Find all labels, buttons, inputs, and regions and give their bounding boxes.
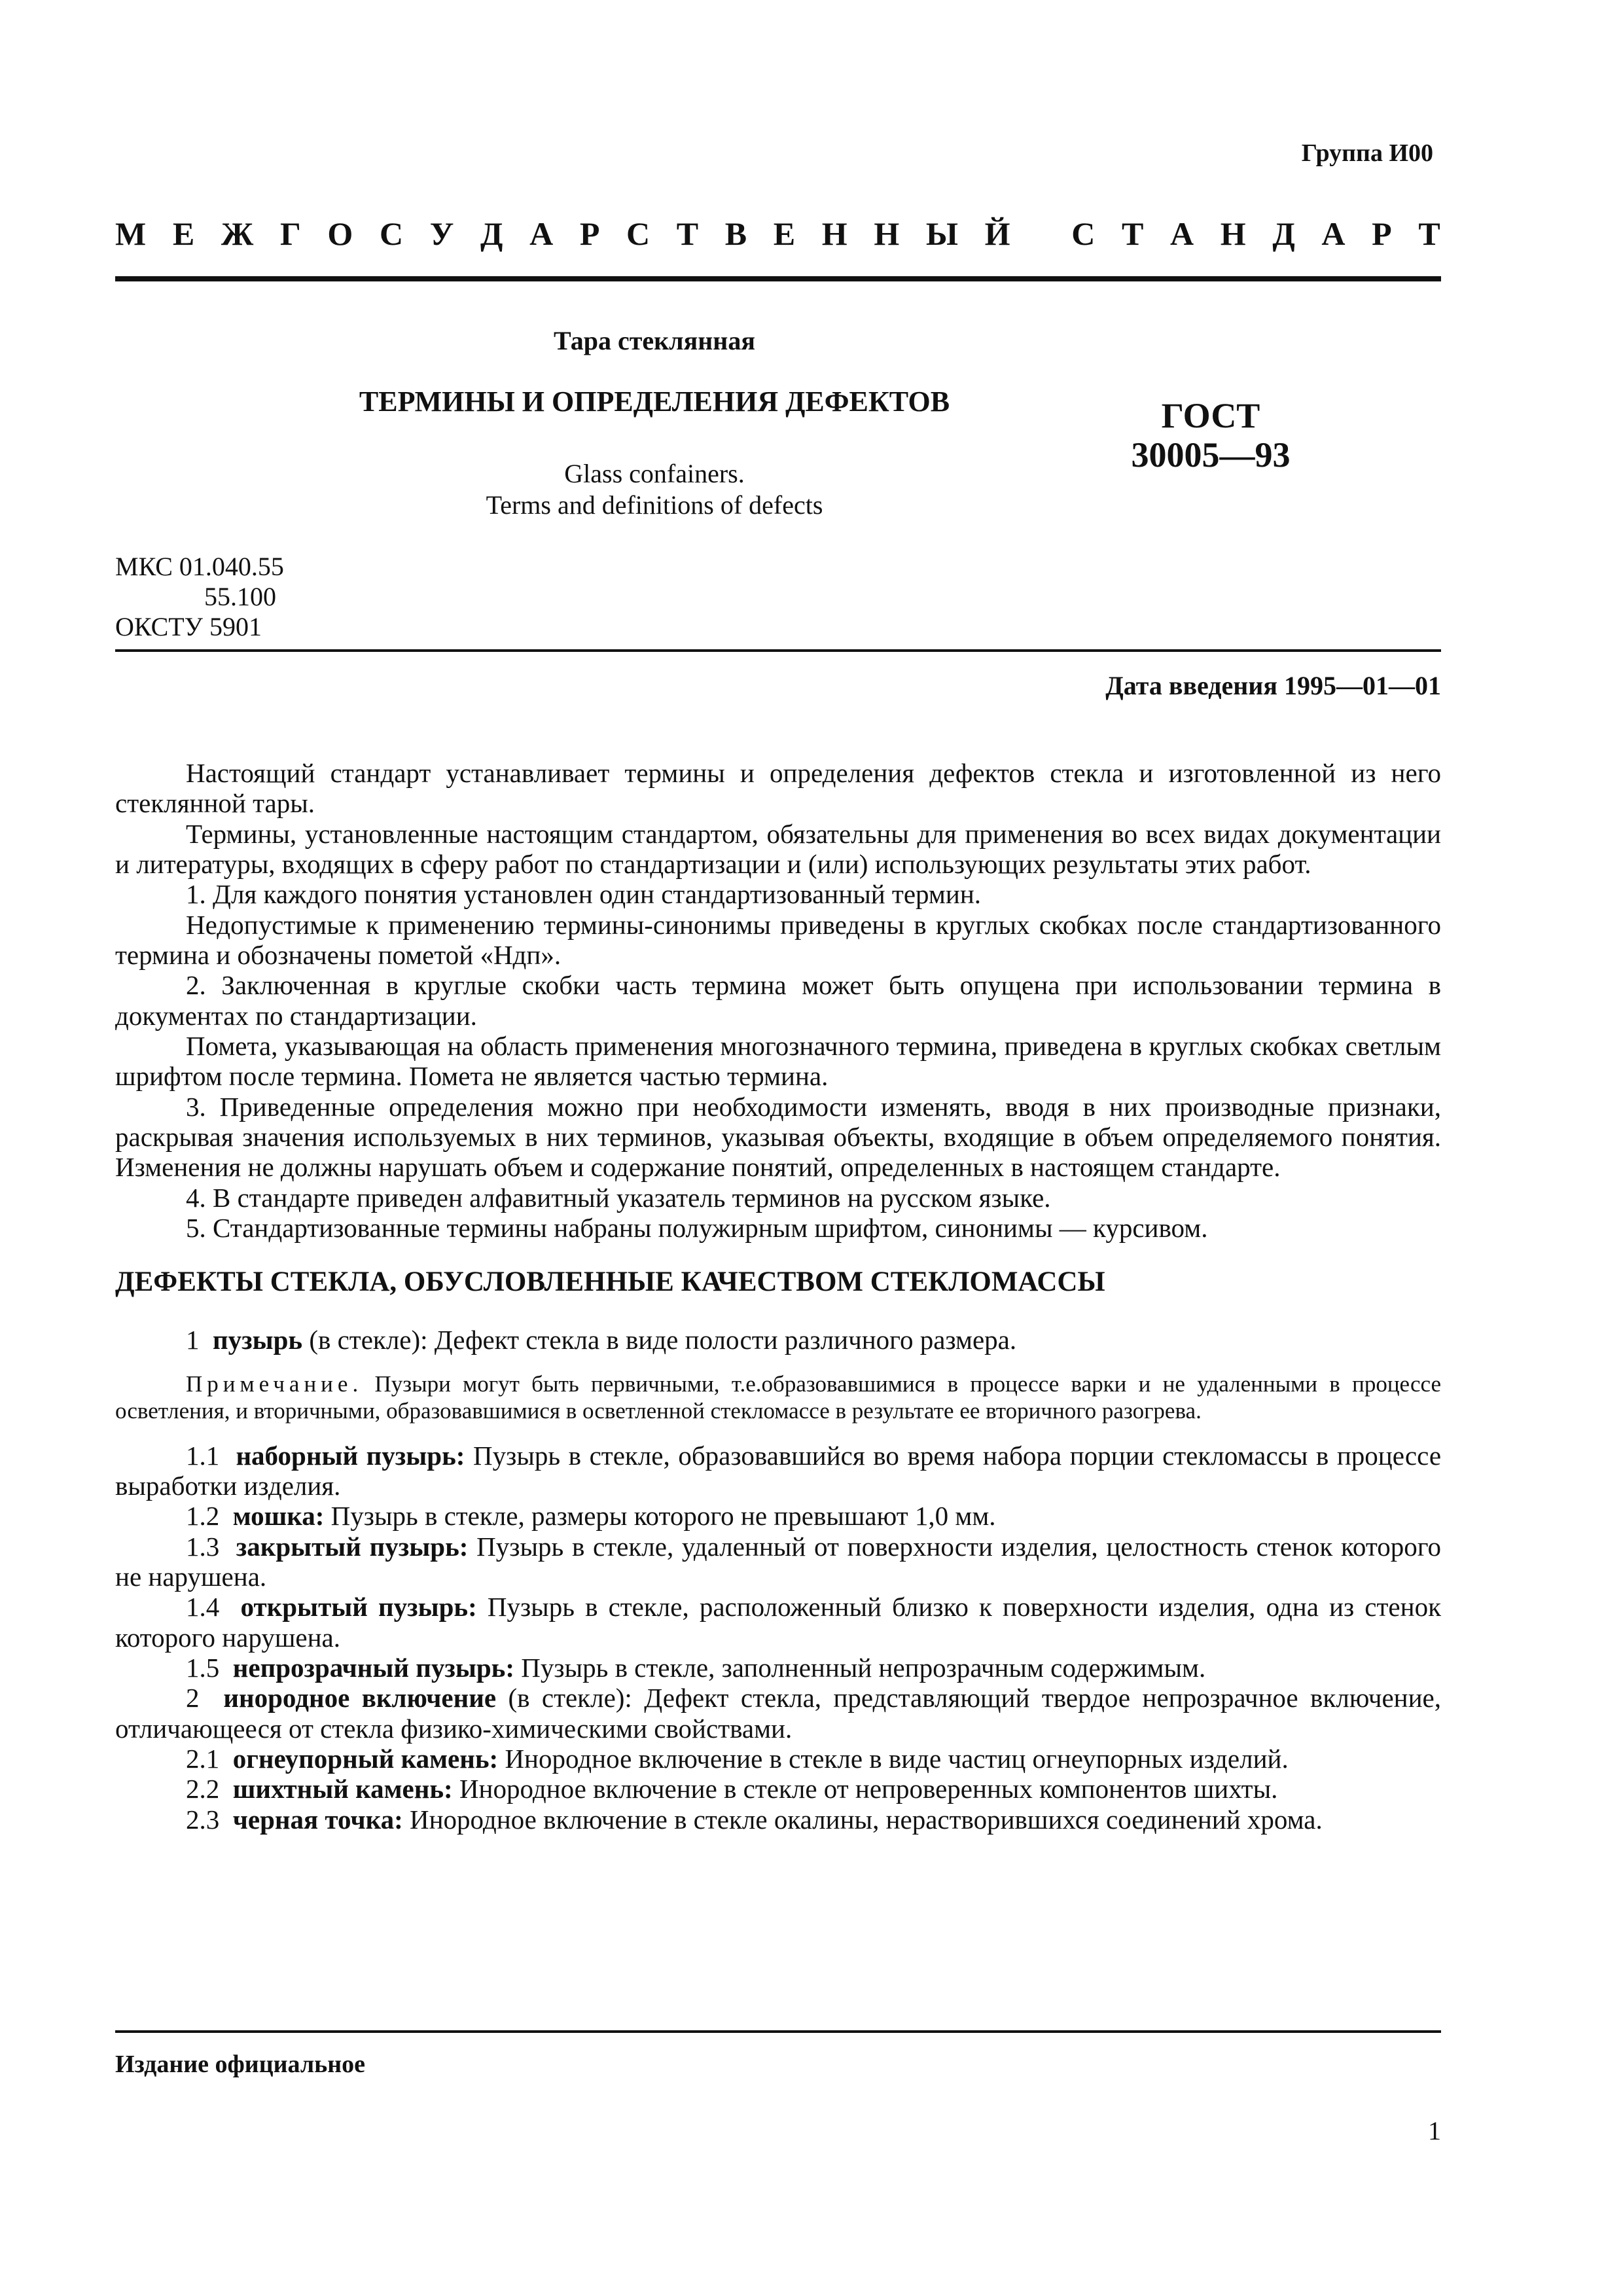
- term-entry: [115, 1683, 1441, 1744]
- heading-letter: Н: [821, 215, 847, 252]
- separator-rule: [115, 649, 1441, 652]
- paragraph: Термины, установленные настоящим стандартом, обязательны для применения во всех видах документации и литературы, входящих в сферу работ по стандартизации и (или) использующих результаты этих работ.: [115, 818, 1441, 879]
- heading-letter: Г: [279, 215, 301, 252]
- heading-letter: Н: [874, 215, 900, 252]
- heading-letter: Н: [1220, 215, 1246, 252]
- term-name: непрозрачный пузырь:: [232, 1653, 515, 1683]
- heading-letter: Д: [480, 215, 503, 252]
- heading-letter: У: [429, 215, 454, 252]
- heading-letter: Ж: [221, 215, 254, 252]
- term-definition: Пузырь в стекле, расположенный близко к поверхности изделия, одна из стенок которого нарушена.: [115, 1592, 1441, 1653]
- heading-letter: В: [724, 215, 747, 252]
- term-definition: Инородное включение в стекле от непроверенных компонентов шихты.: [452, 1774, 1278, 1804]
- term-definition: Пузырь в стекле, удаленный от поверхности изделия, целостность стенок которого не нарушена.: [115, 1531, 1442, 1592]
- standard-subtitle: Тара стеклянная: [554, 326, 755, 355]
- gost-number: 30005—93: [1131, 435, 1291, 475]
- heading-letter: Т: [1122, 215, 1144, 252]
- term-definition: Пузырь в стекле, образовавшийся во время набора порции стекломассы в процессе выработки изделия.: [115, 1440, 1442, 1501]
- heading-letter: Ы: [925, 215, 958, 252]
- heading-letter: А: [529, 215, 554, 252]
- term-definition: Пузырь в стекле, размеры которого не превышают 1,0 мм.: [324, 1501, 996, 1532]
- standard-title: ТЕРМИНЫ И ОПРЕДЕЛЕНИЯ ДЕФЕКТОВ: [359, 386, 950, 418]
- heading-letter: Д: [1272, 215, 1295, 252]
- heading-letter: Е: [773, 215, 796, 252]
- heading-letter: С: [379, 215, 404, 252]
- term-number: 2: [186, 1683, 200, 1713]
- heading-letter: С: [626, 215, 651, 252]
- term-number: 1.3: [186, 1531, 220, 1562]
- term-entry: [115, 1441, 1441, 1501]
- document-type-heading: [115, 215, 1440, 253]
- okstu-code: ОКСТУ 5901: [115, 612, 262, 641]
- term-number: 2.2: [186, 1774, 220, 1804]
- section-heading: ДЕФЕКТЫ СТЕКЛА, ОБУСЛОВЛЕННЫЕ КАЧЕСТВОМ СТЕКЛОМАССЫ: [115, 1266, 1105, 1298]
- term-entry: [115, 1532, 1441, 1592]
- heading-letter: М: [115, 215, 147, 252]
- term-definition: Инородное включение в стекле в виде частиц огнеупорных изделий.: [498, 1744, 1289, 1774]
- heading-letter: Р: [1372, 215, 1392, 252]
- english-title-line1: Glass confainers.: [564, 459, 745, 488]
- gost-label: ГОСТ: [1161, 396, 1260, 435]
- term-name: инородное включение: [223, 1683, 497, 1713]
- term-name: огнеупорный камень:: [232, 1744, 499, 1774]
- term-entry: [115, 1744, 1441, 1774]
- paragraph: 4. В стандарте приведен алфавитный указатель терминов на русском языке.: [186, 1182, 1051, 1213]
- footer-rule: [115, 2030, 1441, 2033]
- term-definition: Инородное включение в стекле окалины, нерастворившихся соединений хрома.: [402, 1804, 1323, 1835]
- note: [115, 1371, 1441, 1425]
- term-definition: Пузырь в стекле, заполненный непрозрачным содержимым.: [514, 1653, 1206, 1683]
- term-number: 2.3: [186, 1804, 220, 1835]
- term-number: 2.1: [186, 1744, 220, 1774]
- english-title-line2: Terms and definitions of defects: [486, 490, 823, 520]
- heading-letter: Р: [579, 215, 600, 252]
- mks-code-2: 55.100: [204, 582, 276, 611]
- heading-letter: Й: [984, 215, 1010, 252]
- page-number: 1: [1428, 2116, 1441, 2145]
- mks-code: МКС 01.040.55: [115, 552, 284, 581]
- term-number: 1.1: [186, 1440, 220, 1471]
- heading-letter: А: [1170, 215, 1194, 252]
- header-rule: [115, 276, 1441, 281]
- term-definition: (в стекле): Дефект стекла, представляющий твердое непрозрачное включение, отличающееся от стекла физико-химическими свойствами.: [115, 1683, 1442, 1744]
- paragraph: Настоящий стандарт устанавливает термины и определения дефектов стекла и изготовленной из него стеклянной тары.: [115, 758, 1441, 819]
- term-number: 1.2: [186, 1501, 220, 1532]
- heading-letter: Т: [676, 215, 699, 252]
- group-code: Группа И00: [1301, 139, 1433, 167]
- term-entry: [115, 1804, 1441, 1835]
- heading-gap: [1037, 215, 1045, 253]
- paragraph: 2. Заключенная в круглые скобки часть термина может быть опущена при использовании термина в документах по стандартизации.: [115, 970, 1441, 1031]
- heading-letter: О: [327, 215, 353, 252]
- paragraph: 5. Стандартизованные термины набраны полужирным шрифтом, синонимы — курсивом.: [186, 1212, 1208, 1243]
- note-label: Примечание.: [186, 1371, 363, 1397]
- term-number: 1.5: [186, 1653, 220, 1683]
- edition-label: Издание официальное: [115, 2051, 366, 2078]
- term-entry: [115, 1325, 1441, 1355]
- term-entry: [115, 1501, 1441, 1531]
- introduction-date: Дата введения 1995—01—01: [1105, 671, 1441, 700]
- paragraph: 3. Приведенные определения можно при необходимости изменять, вводя в них производные признаки, раскрывая значения используемых в них терминов, указывая объекты, входящие в объем определяемого понятия. Изменения не должны нарушать объем и содержание понятий, определенных в настоящем стандарте.: [115, 1091, 1441, 1183]
- paragraph: Недопустимые к применению термины-синонимы приведены в круглых скобках после стандартизованного термина и обозначены пометой «Ндп».: [115, 909, 1441, 970]
- heading-letter: А: [1321, 215, 1346, 252]
- term-entry: [115, 1653, 1441, 1683]
- term-name: шихтный камень:: [232, 1774, 453, 1804]
- note-text: Пузыри могут быть первичными, т.е.образовавшимися в процессе варки и не удаленными в процессе осветления, и вторичными, образовавшимися в осветленной стекломассе в результате ее вторичного разогрева.: [115, 1371, 1441, 1424]
- heading-letter: С: [1071, 215, 1096, 252]
- term-name: пузырь: [213, 1324, 303, 1355]
- term-entry: [115, 1592, 1441, 1653]
- paragraph: 1. Для каждого понятия установлен один стандартизованный термин.: [186, 879, 982, 910]
- term-name: открытый пузырь:: [240, 1592, 477, 1623]
- heading-letter: Т: [1418, 215, 1440, 252]
- heading-letter: Е: [172, 215, 195, 252]
- term-name: мошка:: [232, 1501, 325, 1532]
- term-number: 1: [186, 1324, 200, 1355]
- term-definition: (в стекле): Дефект стекла в виде полости различного размера.: [302, 1324, 1017, 1355]
- term-name: черная точка:: [232, 1804, 403, 1835]
- body-text: [115, 758, 1441, 1835]
- term-entry: [115, 1774, 1441, 1804]
- term-name: наборный пузырь:: [236, 1440, 465, 1471]
- term-number: 1.4: [186, 1592, 220, 1623]
- term-name: закрытый пузырь:: [236, 1531, 469, 1562]
- paragraph: Помета, указывающая на область применения многозначного термина, приведена в круглых скобках светлым шрифтом после термина. Помета не является частью термина.: [115, 1030, 1441, 1092]
